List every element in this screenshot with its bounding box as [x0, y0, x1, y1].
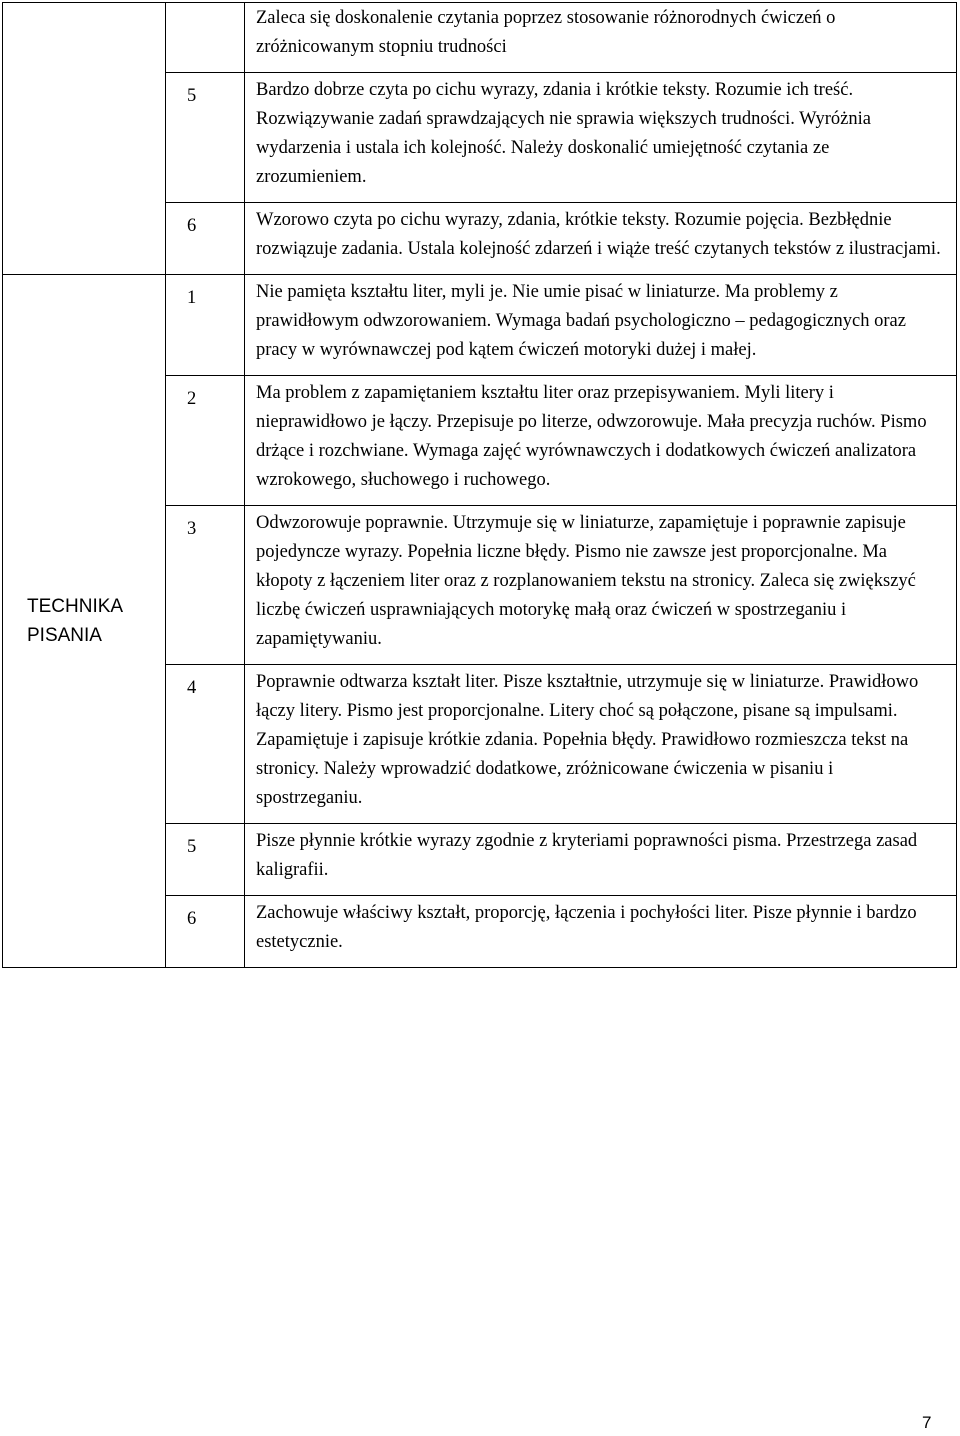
table-row — [3, 3, 957, 73]
grade-cell: 5 — [166, 73, 245, 203]
grade-cell: 2 — [166, 376, 245, 506]
description-cell: Bardzo dobrze czyta po cichu wyrazy, zdania i krótkie teksty. Rozumie ich treść. Rozwiązywanie zadań sprawdzających nie sprawia większych trudności. Wyróżnia wydarzenia i ustala ich kolejność. Należy doskonalić umiejętność czytania ze zrozumieniem. — [245, 73, 957, 203]
area-cell-reading-continued — [3, 3, 166, 275]
grade-cell — [166, 3, 245, 73]
description-cell: Zaleca się doskonalenie czytania poprzez stosowanie różnorodnych ćwiczeń o zróżnicowanym stopniu trudności — [245, 3, 957, 73]
grade-cell: 6 — [166, 203, 245, 275]
description-cell: Nie pamięta kształtu liter, myli je. Nie umie pisać w liniaturze. Ma problemy z prawidłowym odwzorowaniem. Wymaga badań psychologiczno – pedagogicznych oraz pracy w wyrównawczej pod kątem ćwiczeń motoryki dużej i małej. — [245, 275, 957, 376]
description-cell: Odwzorowuje poprawnie. Utrzymuje się w liniaturze, zapamiętuje i poprawnie zapisuje pojedyncze wyrazy. Popełnia liczne błędy. Pismo nie zawsze jest proporcjonalne. Ma kłopoty z łączeniem liter oraz z rozplanowaniem tekstu na stronicy. Zaleca się zwiększyć liczbę ćwiczeń usprawniających motorykę małą oraz ćwiczeń w spostrzeganiu i zapamiętywaniu. — [245, 506, 957, 665]
area-label-line2: PISANIA — [27, 625, 102, 646]
page-number: 7 — [922, 1413, 932, 1432]
description-cell: Zachowuje właściwy kształt, proporcję, łączenia i pochyłości liter. Pisze płynnie i bardzo estetycznie. — [245, 896, 957, 968]
description-cell: Pisze płynnie krótkie wyrazy zgodnie z kryteriami poprawności pisma. Przestrzega zasad kaligrafii. — [245, 824, 957, 896]
grade-cell: 5 — [166, 824, 245, 896]
grade-cell: 4 — [166, 665, 245, 824]
area-cell-writing-technique — [3, 275, 166, 968]
description-cell: Poprawnie odtwarza kształt liter. Pisze kształtnie, utrzymuje się w liniaturze. Prawidłowo łączy litery. Pismo jest proporcjonalne. Litery choć są połączone, pisane są impulsami. Zapamiętuje i zapisuje krótkie zdania. Popełnia błędy. Prawidłowo rozmieszcza tekst na stronicy. Należy wprowadzić dodatkowe, zróżnicowane ćwiczenia w pisaniu i spostrzeganiu. — [245, 665, 957, 824]
table-row — [3, 275, 957, 376]
grade-cell: 1 — [166, 275, 245, 376]
grading-criteria-table — [2, 2, 957, 968]
grade-cell: 6 — [166, 896, 245, 968]
description-cell: Ma problem z zapamiętaniem kształtu liter oraz przepisywaniem. Myli litery i nieprawidłowo je łączy. Przepisuje po literze, odwzorowuje. Mała precyzja ruchów. Pismo drżące i rozchwiane. Wymaga zajęć wyrównawczych i dodatkowych ćwiczeń analizatora wzrokowego, słuchowego i ruchowego. — [245, 376, 957, 506]
description-cell: Wzorowo czyta po cichu wyrazy, zdania, krótkie teksty. Rozumie pojęcia. Bezbłędnie rozwiązuje zadania. Ustala kolejność zdarzeń i wiąże treść czytanych tekstów z ilustracjami. — [245, 203, 957, 275]
area-label-line1: TECHNIKA — [27, 596, 124, 617]
grade-cell: 3 — [166, 506, 245, 665]
